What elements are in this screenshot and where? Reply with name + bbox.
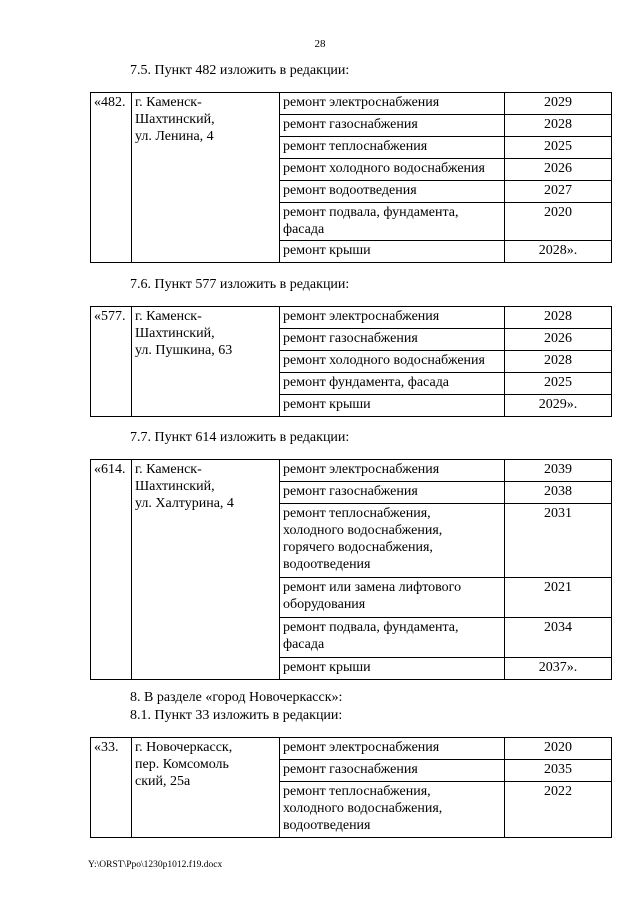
address-line: Шахтинский, [135, 326, 215, 341]
year-cell: 2021 [505, 578, 612, 618]
paragraph-8: 8. В разделе «город Новочеркасск»: [130, 690, 343, 705]
year-cell: 2020 [505, 738, 612, 760]
year-cell: 2027 [505, 181, 612, 203]
year-cell: 2025 [505, 137, 612, 159]
work-cell [280, 307, 505, 329]
work-line: водоотведения [283, 818, 371, 833]
paragraph-7-5: 7.5. Пункт 482 изложить в редакции: [130, 63, 350, 78]
work-line: ремонт теплоснабжения, [283, 784, 431, 799]
work-line: оборудования [283, 597, 366, 612]
work-line: ремонт газоснабжения [283, 331, 418, 346]
year-cell: 2035 [505, 760, 612, 782]
table-item-33 [90, 737, 612, 838]
work-line: ремонт водоотведения [283, 183, 417, 198]
year-cell: 2031 [505, 504, 612, 578]
work-line: ремонт электроснабжения [283, 95, 440, 110]
address-line: Шахтинский, [135, 479, 215, 494]
address-line: ул. Ленина, 4 [135, 129, 214, 144]
address-line: г. Новочеркасск, [135, 740, 233, 755]
work-line: ремонт крыши [283, 397, 371, 412]
year-cell: 2025 [505, 373, 612, 395]
work-cell [280, 460, 505, 482]
year-cell: 2022 [505, 782, 612, 838]
address-line: ский, 25а [135, 774, 191, 789]
table-item-614 [90, 459, 612, 680]
work-line: ремонт газоснабжения [283, 117, 418, 132]
work-line: ремонт крыши [283, 243, 371, 258]
table-item-577 [90, 306, 612, 417]
paragraph-7-6: 7.6. Пункт 577 изложить в редакции: [130, 277, 350, 292]
work-cell [280, 782, 505, 838]
work-line: ремонт подвала, фундамента, [283, 205, 459, 220]
item-number: «614. [91, 460, 132, 680]
year-cell: 2028 [505, 351, 612, 373]
year-cell: 2029 [505, 93, 612, 115]
work-cell [280, 93, 505, 115]
work-line: ремонт крыши [283, 660, 371, 675]
year-cell: 2029». [505, 395, 612, 417]
work-cell [280, 159, 505, 181]
item-number: «33. [91, 738, 132, 838]
item-number: «577. [91, 307, 132, 417]
work-cell [280, 482, 505, 504]
work-cell [280, 181, 505, 203]
work-cell [280, 504, 505, 578]
address-line: Шахтинский, [135, 112, 215, 127]
work-cell [280, 658, 505, 680]
paragraph-8-1: 8.1. Пункт 33 изложить в редакции: [130, 708, 343, 723]
work-cell [280, 738, 505, 760]
address-line: г. Каменск- [135, 95, 202, 110]
work-line: холодного водоснабжения, [283, 523, 443, 538]
work-line: ремонт теплоснабжения, [283, 506, 431, 521]
footer-file-path: Y:\ORST\Ppo\1230p1012.f19.docx [88, 860, 223, 870]
work-cell [280, 373, 505, 395]
work-cell [280, 578, 505, 618]
year-cell: 2026 [505, 159, 612, 181]
work-line: фасада [283, 637, 325, 652]
table-item-482 [90, 92, 612, 263]
work-line: ремонт подвала, фундамента, [283, 620, 459, 635]
address-cell [132, 738, 280, 838]
work-cell [280, 241, 505, 263]
paragraph-7-7: 7.7. Пункт 614 изложить в редакции: [130, 430, 350, 445]
work-line: ремонт холодного водоснабжения [283, 353, 485, 368]
work-cell [280, 329, 505, 351]
address-line: г. Каменск- [135, 309, 202, 324]
work-line: фасада [283, 222, 325, 237]
work-line: ремонт электроснабжения [283, 462, 440, 477]
work-cell [280, 351, 505, 373]
work-line: ремонт теплоснабжения [283, 139, 428, 154]
year-cell: 2038 [505, 482, 612, 504]
address-line: ул. Халтурина, 4 [135, 496, 234, 511]
work-line: горячего водоснабжения, [283, 540, 433, 555]
year-cell: 2037». [505, 658, 612, 680]
year-cell: 2039 [505, 460, 612, 482]
work-cell [280, 203, 505, 241]
work-cell [280, 137, 505, 159]
work-line: ремонт электроснабжения [283, 309, 440, 324]
work-line: холодного водоснабжения, [283, 801, 443, 816]
year-cell: 2034 [505, 618, 612, 658]
year-cell: 2028 [505, 115, 612, 137]
work-line: ремонт электроснабжения [283, 740, 440, 755]
address-line: ул. Пушкина, 63 [135, 343, 233, 358]
work-cell [280, 395, 505, 417]
address-line: г. Каменск- [135, 462, 202, 477]
item-number: «482. [91, 93, 132, 263]
work-line: ремонт или замена лифтового [283, 580, 462, 595]
address-cell [132, 460, 280, 680]
work-line: ремонт газоснабжения [283, 484, 418, 499]
work-cell [280, 115, 505, 137]
year-cell: 2028 [505, 307, 612, 329]
year-cell: 2028». [505, 241, 612, 263]
work-cell [280, 760, 505, 782]
address-cell [132, 93, 280, 263]
address-line: пер. Комсомоль [135, 757, 229, 772]
address-cell [132, 307, 280, 417]
year-cell: 2026 [505, 329, 612, 351]
work-line: водоотведения [283, 557, 371, 572]
year-cell: 2020 [505, 203, 612, 241]
work-cell [280, 618, 505, 658]
work-line: ремонт газоснабжения [283, 762, 418, 777]
page-number: 28 [314, 38, 326, 50]
work-line: ремонт фундамента, фасада [283, 375, 450, 390]
work-line: ремонт холодного водоснабжения [283, 161, 485, 176]
